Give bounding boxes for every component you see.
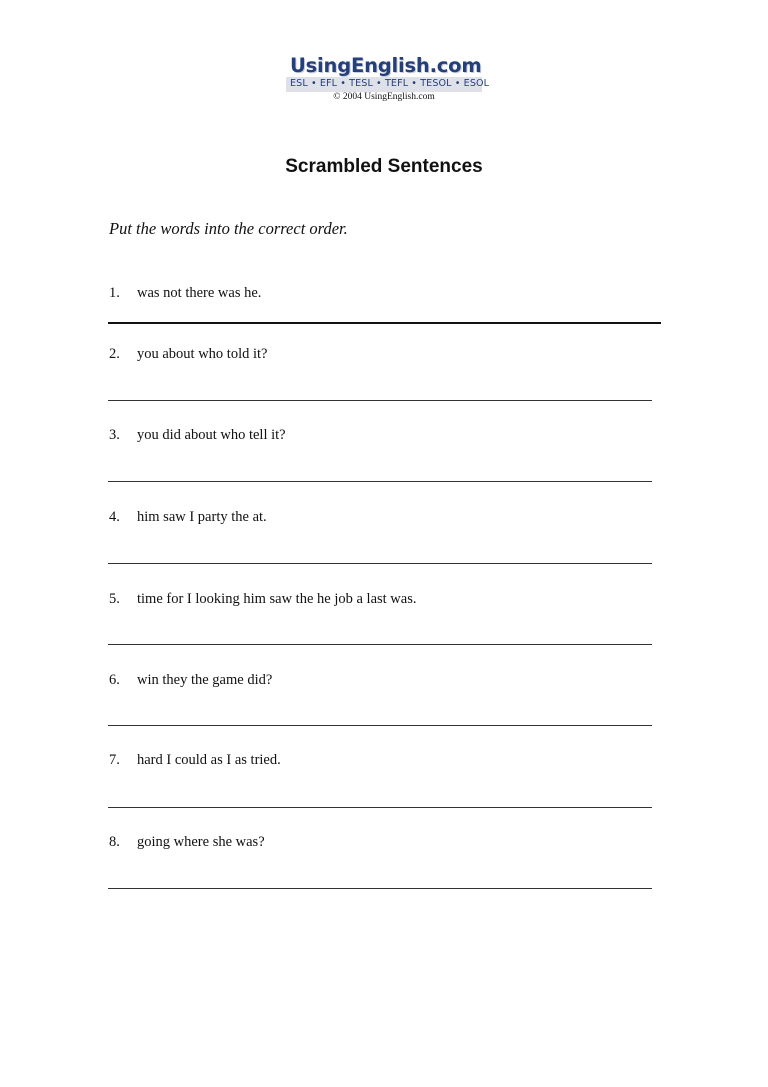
item-number: 6. xyxy=(109,672,120,688)
answer-line-7 xyxy=(108,806,652,808)
usingenglish-logo xyxy=(286,54,490,94)
item-text: him saw I party the at. xyxy=(137,509,267,525)
exercise-item-6 xyxy=(109,672,272,689)
worksheet-instructions: Put the words into the correct order. xyxy=(109,219,348,238)
answer-line-8 xyxy=(108,887,652,889)
item-number: 3. xyxy=(109,427,120,443)
item-number: 7. xyxy=(109,752,120,768)
item-text: you did about who tell it? xyxy=(137,427,286,443)
item-text: going where she was? xyxy=(137,834,265,850)
worksheet-title: Scrambled Sentences xyxy=(285,156,483,177)
exercise-item-4 xyxy=(109,509,267,526)
copyright-text: © 2004 UsingEnglish.com xyxy=(333,92,435,102)
logo-tagline-bar xyxy=(286,77,490,92)
answer-line-2 xyxy=(108,399,652,401)
exercise-item-8 xyxy=(109,834,265,851)
item-text: hard I could as I as tried. xyxy=(137,752,281,768)
item-number: 2. xyxy=(109,346,120,362)
item-number: 8. xyxy=(109,834,120,850)
item-number: 1. xyxy=(109,285,120,301)
answer-line-3 xyxy=(108,480,652,482)
exercise-item-5 xyxy=(109,591,416,608)
answer-line-1 xyxy=(108,322,661,324)
item-text: you about who told it? xyxy=(137,346,268,362)
logo-wordmark: UsingEnglish.com xyxy=(290,54,482,77)
exercise-item-2 xyxy=(109,346,268,363)
item-number: 5. xyxy=(109,591,120,607)
exercise-item-7 xyxy=(109,752,281,769)
logo-tagline: ESL • EFL • TESL • TEFL • TESOL • ESOL xyxy=(290,78,490,89)
answer-line-6 xyxy=(108,724,652,726)
answer-line-5 xyxy=(108,643,652,645)
copyright-notice xyxy=(0,92,768,102)
item-text: was not there was he. xyxy=(137,285,262,301)
exercise-item-3 xyxy=(109,427,286,444)
item-text: win they the game did? xyxy=(137,672,273,688)
item-number: 4. xyxy=(109,509,120,525)
exercise-item-1 xyxy=(109,285,261,302)
answer-line-4 xyxy=(108,562,652,564)
item-text: time for I looking him saw the he job a last was. xyxy=(137,591,417,607)
